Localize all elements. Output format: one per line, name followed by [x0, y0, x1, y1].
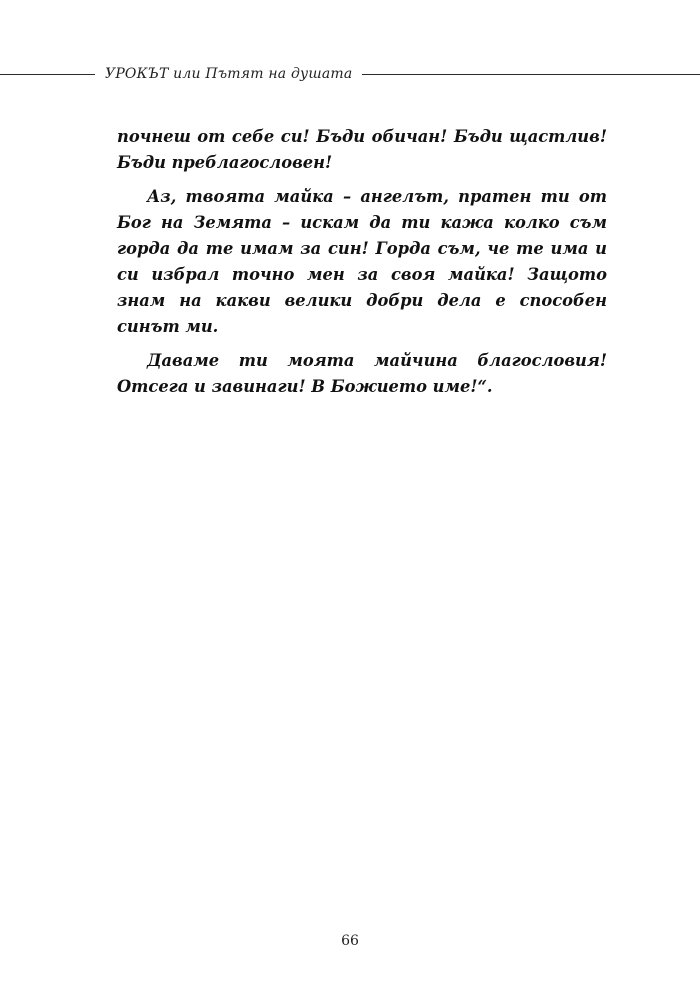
paragraph-3: Даваме ти моята майчина благословия! Отсега и завинаги! В Божието име!“. — [117, 351, 607, 396]
running-header-title: УРОКЪТ или Пътят на душата — [105, 66, 353, 82]
header-rule-left — [0, 74, 95, 75]
paragraph-1: почнеш от себе си! Бъди обичан! Бъди щастлив! Бъди преблагословен! — [117, 127, 607, 172]
page-number: 66 — [341, 933, 359, 949]
running-header — [0, 62, 700, 86]
header-rule-right — [362, 74, 700, 75]
body-text — [117, 124, 607, 408]
paragraph-2: Аз, твоята майка – ангелът, пратен ти от Бог на Земята – искам да ти кажа колко съм горда да те имам за син! Горда съм, че те има и си избрал точно мен за своя майка! Защото знам на какви велики добри дела е способен синът ми. — [117, 187, 607, 336]
